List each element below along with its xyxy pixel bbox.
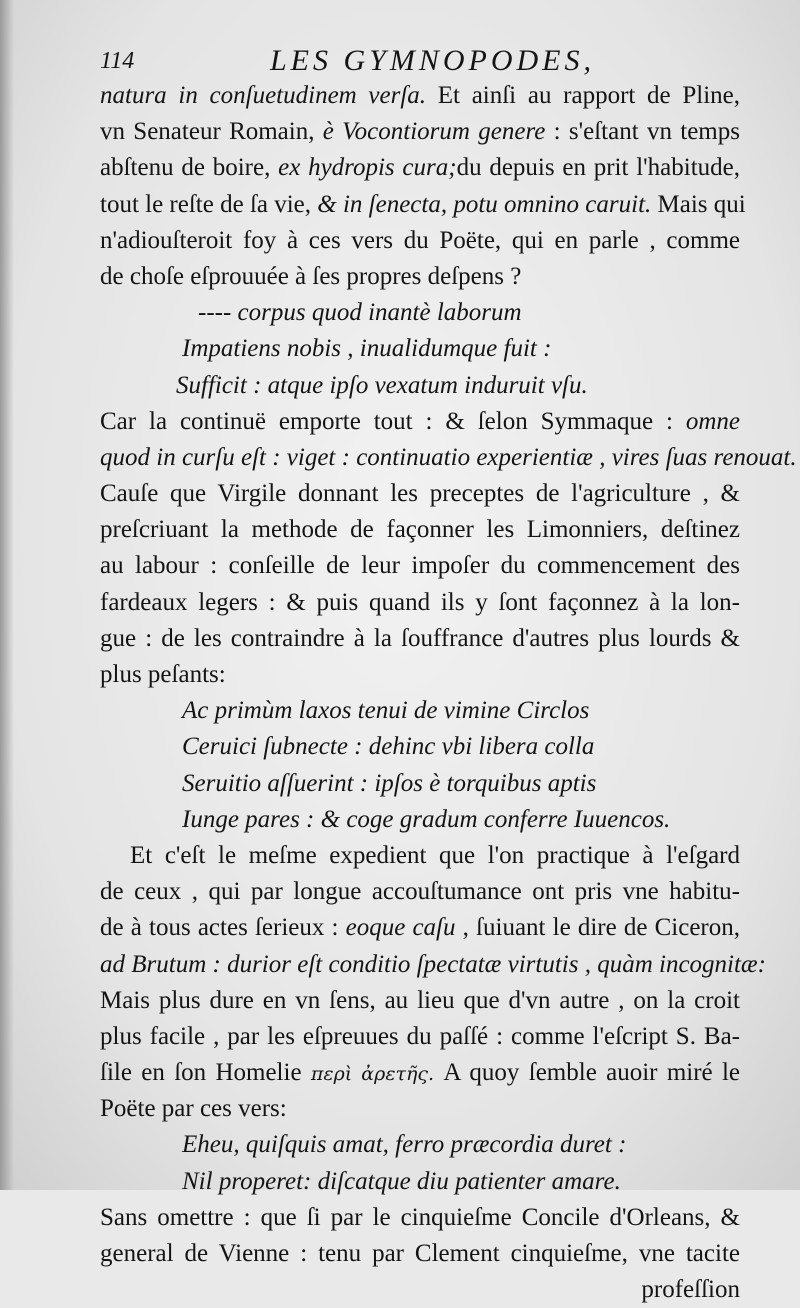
italic-text: Nil properet: diſcatque diu patienter amare. — [182, 1167, 621, 1195]
text-line — [100, 223, 740, 259]
text-span: , ſuiuant le dire de Ciceron, — [455, 914, 741, 942]
text-line — [100, 1164, 740, 1200]
italic-text: è Vocontiorum genere — [322, 118, 546, 146]
text-line — [100, 512, 740, 548]
text-span: de ceux , qui par longue accouſtumance ont pris vne habitu- — [100, 878, 740, 906]
text-span: Mais plus dure en vn ſens, au lieu que d'vn autre , on la croit — [100, 986, 740, 1014]
italic-text: ex hydropis cura; — [278, 154, 457, 182]
text-span: profeſſion — [641, 1276, 740, 1304]
text-line — [100, 910, 740, 946]
text-line — [100, 621, 740, 657]
italic-text: quod in curſu eſt : viget : continuatio experientiæ , vires ſuas renouat. — [100, 443, 797, 471]
text-span: du depuis en prit l'habitude, — [456, 154, 740, 182]
running-title: LES GYMNOPODES, — [270, 44, 596, 77]
page-number: 114 — [100, 48, 135, 74]
greek-text: περὶ ἀρετῆς. — [310, 1063, 435, 1086]
text-span: Poëte par ces vers: — [100, 1095, 287, 1123]
text-span: de à tous actes ſerieux : — [100, 914, 346, 942]
text-span: Et c'eſt le meſme expedient que l'on practique à l'eſgard — [130, 841, 740, 869]
italic-text: Ac primùm laxos tenui de vimine Circlos — [182, 697, 590, 725]
text-span: A quoy ſemble auoir miré le — [434, 1059, 740, 1087]
text-span: preſcriuant la methode de façonner les Limonniers, deſtinez — [100, 516, 740, 544]
text-line — [100, 548, 740, 584]
italic-text: omne — [685, 407, 740, 435]
text-span: plus facile , par les eſpreuues du paſſé : comme l'eſcript S. Ba- — [100, 1022, 740, 1050]
text-line — [100, 585, 740, 621]
text-line — [100, 150, 740, 186]
text-line — [100, 114, 740, 150]
text-span: n'adiouſteroit foy à ces vers du Poëte, qui en parle , comme — [100, 226, 740, 254]
text-line — [100, 983, 740, 1019]
text-line — [100, 729, 740, 765]
text-span: de choſe eſprouuée à ſes propres deſpens ? — [100, 262, 522, 290]
text-span: Sans omettre : que ſi par le cinquieſme Concile d'Orleans, & — [100, 1203, 740, 1231]
text-line — [100, 766, 740, 802]
text-line — [100, 440, 797, 476]
text-line — [100, 1127, 740, 1163]
text-span: Mais qui — [651, 190, 746, 218]
text-span: Cauſe que Virgile donnant les preceptes de l'agriculture , & — [100, 480, 740, 508]
italic-text: Ceruici ſubnecte : dehinc vbi libera colla — [182, 733, 595, 761]
italic-text: Eheu, quiſquis amat, ferro præcordia duret : — [182, 1131, 627, 1159]
text-span: ſile en ſon Homelie — [100, 1059, 311, 1087]
text-line — [100, 947, 766, 983]
text-line — [100, 1200, 740, 1236]
italic-text: Sufficit : atque ipſo vexatum induruit vſu. — [176, 371, 588, 399]
italic-text: natura in conſuetudinem verſa. — [100, 82, 427, 109]
italic-text: & in ſenecta, potu omnino caruit. — [317, 190, 652, 218]
text-span: Et ainſi au rapport de Pline, — [426, 82, 740, 109]
text-span: : s'eſtant vn temps — [545, 118, 740, 146]
text-span: abſtenu de boire, — [100, 154, 279, 182]
italic-text: Impatiens nobis , inualidumque fuit : — [182, 335, 552, 363]
italic-text: ad Brutum : durior eſt conditio ſpectatæ virtutis , quàm incognitæ: — [100, 950, 766, 978]
italic-text: Seruitio aſſuerint : ipſos è torquibus aptis — [182, 769, 597, 797]
text-line — [100, 1236, 740, 1272]
text-line — [100, 693, 740, 729]
text-line — [100, 1091, 740, 1127]
text-line — [100, 331, 740, 367]
text-line — [100, 187, 746, 223]
text-body — [100, 78, 797, 1308]
text-line — [100, 295, 740, 331]
text-line — [100, 802, 740, 838]
text-line — [100, 1019, 740, 1055]
italic-text: ---- corpus quod inantè laborum — [198, 299, 522, 327]
text-line — [100, 259, 740, 295]
text-span: gue : de les contraindre à la ſouffrance d'autres plus lourds & — [100, 624, 740, 652]
italic-text: eoque caſu — [345, 914, 456, 942]
text-line — [100, 657, 740, 693]
text-span: au labour : conſeille de leur impoſer du commencement des — [100, 552, 740, 580]
text-line — [100, 404, 740, 440]
text-line — [100, 838, 740, 874]
text-span: general de Vienne : tenu par Clement cinquieſme, vne tacite — [100, 1240, 740, 1267]
text-span: fardeaux legers : & puis quand ils y ſont façonnez à la lon- — [100, 588, 740, 616]
text-line — [100, 1272, 740, 1308]
text-span: vn Senateur Romain, — [100, 118, 323, 146]
text-span: plus peſants: — [100, 661, 226, 688]
text-line — [100, 368, 740, 404]
page-header — [100, 42, 740, 80]
text-line — [100, 1055, 740, 1091]
text-line — [100, 78, 740, 114]
italic-text: Iunge pares : & coge gradum conferre Iuuencos. — [182, 805, 671, 833]
text-line — [100, 874, 740, 910]
text-span: tout le reſte de ſa vie, — [100, 190, 318, 218]
text-span: Car la continuë emporte tout : & ſelon Symmaque : — [100, 407, 686, 435]
text-line — [100, 476, 740, 512]
